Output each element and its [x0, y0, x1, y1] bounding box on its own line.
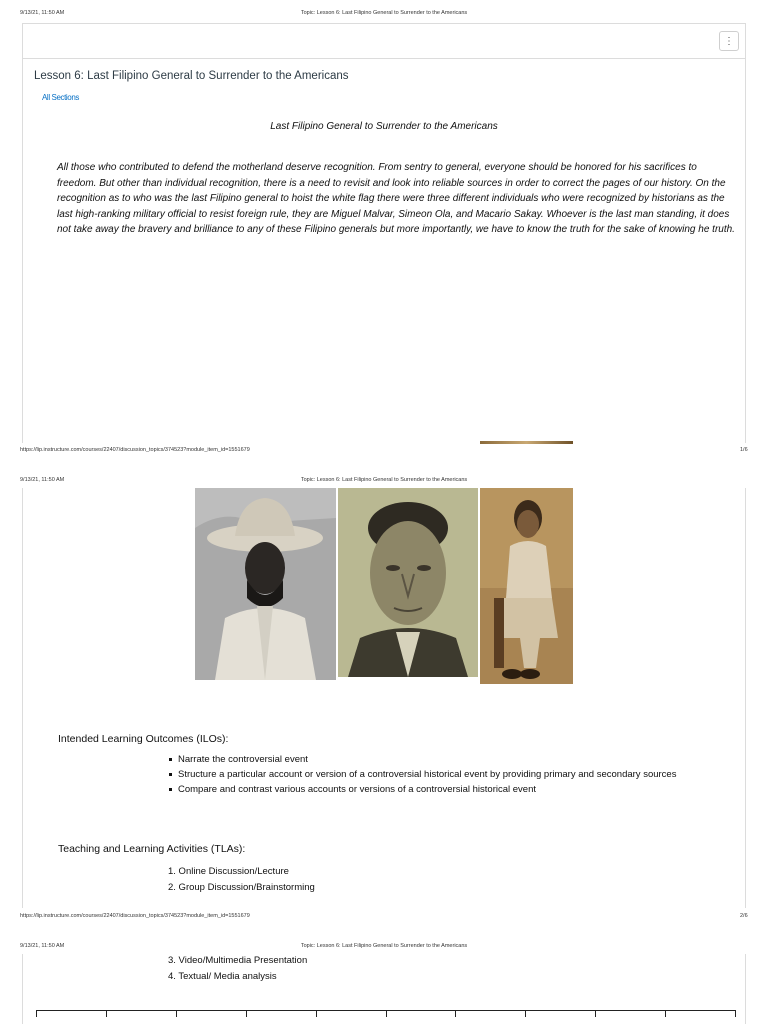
frame-left-border — [22, 23, 23, 443]
list-item: Narrate the controversial event — [168, 752, 713, 767]
ilo-heading: Intended Learning Outcomes (ILOs): — [58, 733, 229, 745]
tla-heading: Teaching and Learning Activities (TLAs): — [58, 843, 246, 855]
list-item: 4. Textual/ Media analysis — [168, 970, 277, 982]
frame-right-border — [745, 488, 746, 908]
list-item: 1. Online Discussion/Lecture — [168, 866, 289, 877]
header-divider — [22, 58, 746, 59]
frame-left-border — [22, 954, 23, 1024]
list-item: Compare and contrast various accounts or versions of a controversial historical event — [168, 782, 713, 797]
kebab-menu-icon: ⋮ — [724, 35, 734, 47]
content-heading: Last Filipino General to Surrender to the Americans — [270, 121, 498, 132]
portrait-photo-3 — [480, 488, 573, 684]
tla-list-continued — [168, 953, 307, 984]
tla-list — [168, 864, 315, 895]
portrait-photo-2 — [338, 488, 478, 677]
page-number: 2/6 — [740, 913, 748, 919]
more-options-button[interactable] — [719, 31, 739, 51]
list-item: Structure a particular account or version of a controversial historical event by providing primary and secondary sources — [168, 767, 713, 782]
page-number: 1/6 — [740, 447, 748, 453]
print-url: https://lip.instructure.com/courses/22407/discussion_topics/374523?module_item_id=1551679 — [20, 447, 250, 453]
print-topic: Topic: Lesson 6: Last Filipino General to Surrender to the Americans — [300, 477, 468, 483]
frame-right-border — [745, 23, 746, 443]
print-topic: Topic: Lesson 6: Last Filipino General to Surrender to the Americans — [300, 943, 468, 949]
lesson-title: Lesson 6: Last Filipino General to Surrender to the Americans — [34, 70, 349, 82]
print-date: 9/13/21, 11:50 AM — [20, 943, 65, 949]
list-item: 3. Video/Multimedia Presentation — [168, 955, 308, 966]
all-sections-link[interactable]: All Sections — [42, 93, 79, 102]
image-strip — [480, 441, 573, 444]
portrait-photo-1 — [195, 488, 336, 680]
print-url: https://lip.instructure.com/courses/22407/discussion_topics/374523?module_item_id=1551679 — [20, 913, 250, 919]
print-date: 9/13/21, 11:50 AM — [20, 10, 65, 16]
print-topic: Topic: Lesson 6: Last Filipino General to Surrender to the Americans — [300, 10, 468, 16]
list-item: 2. Group Discussion/Brainstorming — [168, 881, 315, 893]
intro-paragraph: All those who contributed to defend the motherland deserve recognition. From sentry to general, everyone should be honored for his sacrifices to freedom. But other than individual recognition, there is a need to revisit and look into reliable sources in order to correct the pages of our history. On the recognition as to who was the last Filipino general to hoist the white flag there were three different individuals who were recognized by historians as the last high-ranking military official to resist foreign rule, they are Miguel Malvar, Simeon Ola, and Macario Sakay. Whoever is the last man standing, it does not take away the bravery and brilliance to any of these Filipino generals but more importantly, we have to know the truth for the sake of knowing he truth. — [57, 162, 735, 235]
print-date: 9/13/21, 11:50 AM — [20, 477, 65, 483]
frame-right-border — [745, 954, 746, 1024]
ilo-list — [168, 752, 713, 797]
frame-top-border — [22, 23, 746, 24]
frame-left-border — [22, 488, 23, 908]
table-top-edge — [36, 1010, 736, 1017]
